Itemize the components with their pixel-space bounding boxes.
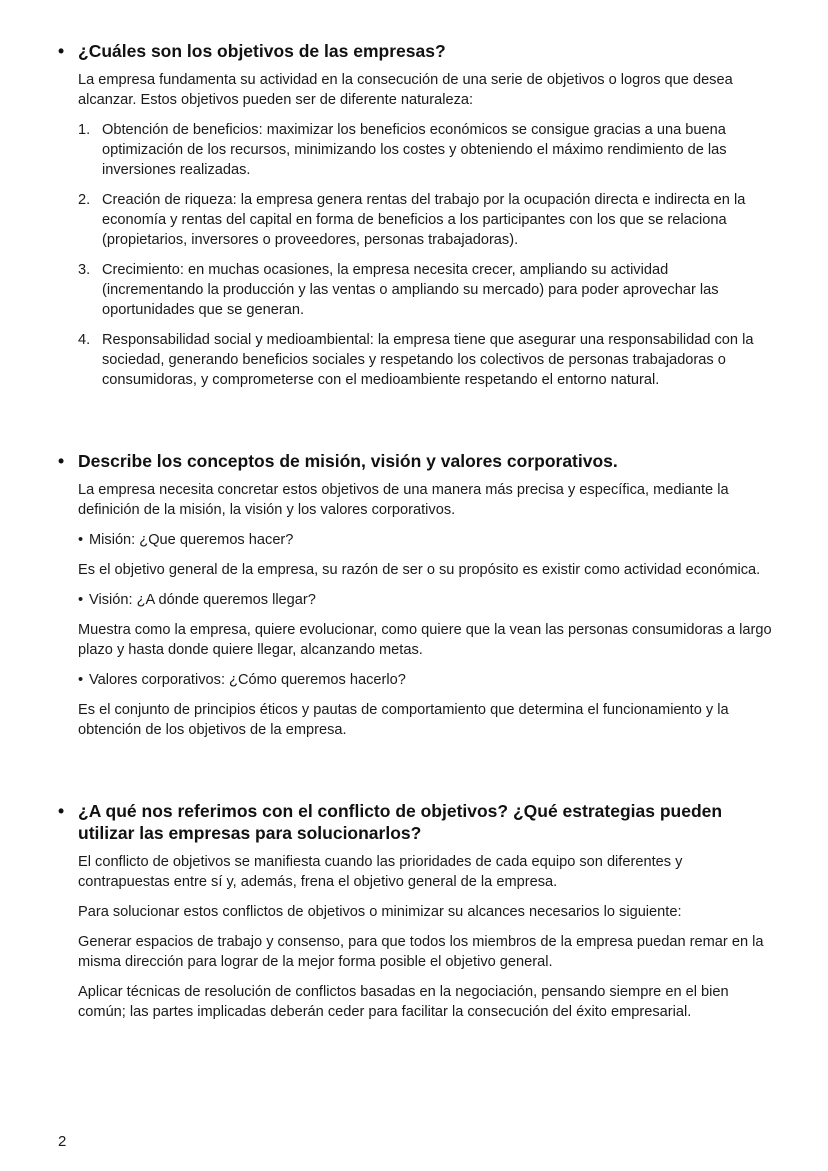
paragraph: Para solucionar estos conflictos de objetivos o minimizar su alcances necesarios lo siguiente: xyxy=(78,904,682,920)
list-item xyxy=(78,190,770,250)
list-item xyxy=(78,330,770,390)
page-number: 2 xyxy=(58,1133,67,1150)
heading-text: ¿Cuáles son los objetivos de las empresas? xyxy=(78,41,446,61)
list-number: 2. xyxy=(78,192,91,208)
paragraph: El conflicto de objetivos se manifiesta cuando las prioridades de cada equipo son diferentes y contrapuestas entre sí y, además, frena el objetivo general de la empresa. xyxy=(78,854,683,890)
list-item xyxy=(78,120,770,180)
paragraph: Generar espacios de trabajo y consenso, para que todos los miembros de la empresa puedan remar en la misma dirección para lograr de la mejor forma posible el objetivo general. xyxy=(78,934,764,970)
sub-item-mision xyxy=(78,530,769,550)
list-item-text: Crecimiento: en muchas ocasiones, la empresa necesita crecer, ampliando su actividad (incrementando la producción y las ventas o ampliando su mercado) para poder aprovechar las oportunidades que se generan. xyxy=(102,262,719,318)
sub-item-vision xyxy=(78,590,769,610)
heading-bullet: • xyxy=(58,801,65,821)
sub-bullet: • xyxy=(78,532,84,548)
section-objetivos xyxy=(0,40,828,400)
heading-text: ¿A qué nos referimos con el conflicto de objetivos? ¿Qué estrategias pueden utilizar las empresas para solucionarlos? xyxy=(78,801,723,843)
sub-description: Es el objetivo general de la empresa, su razón de ser o su propósito es existir como actividad económica. xyxy=(78,562,761,578)
heading-bullet: • xyxy=(58,451,65,471)
section-conflicto xyxy=(0,800,828,1022)
section-heading xyxy=(58,450,768,472)
heading-text: Describe los conceptos de misión, visión y valores corporativos. xyxy=(78,451,618,471)
list-number: 1. xyxy=(78,122,91,138)
sub-bullet: • xyxy=(78,592,84,608)
heading-bullet: • xyxy=(58,41,65,61)
list-item-text: Obtención de beneficios: maximizar los beneficios económicos se consigue gracias a una buena optimización de los recursos, minimizando los costes y obteniendo el máximo rendimiento de las inversiones realizadas. xyxy=(102,122,727,178)
sub-description: Es el conjunto de principios éticos y pautas de comportamiento que determina el funcionamiento y la obtención de los objetivos de la empresa. xyxy=(78,702,729,738)
sub-bullet: • xyxy=(78,672,84,688)
section-mision-vision xyxy=(0,450,828,740)
list-item-text: Responsabilidad social y medioambiental: la empresa tiene que asegurar una responsabilidad con la sociedad, generando beneficios sociales y respetando los colectivos de personas trabajadoras o consumidoras, y comprometerse con el medioambiente respetando el entorno natural. xyxy=(102,332,754,388)
intro-paragraph: La empresa fundamenta su actividad en la consecución de una serie de objetivos o logros que desea alcanzar. Estos objetivos pueden ser de diferente naturaleza: xyxy=(78,72,733,108)
sub-label: Misión: ¿Que queremos hacer? xyxy=(89,532,294,548)
intro-paragraph: La empresa necesita concretar estos objetivos de una manera más precisa y específica, mediante la definición de la misión, la visión y los valores corporativos. xyxy=(78,482,729,518)
sub-item-valores xyxy=(78,670,769,690)
sub-description: Muestra como la empresa, quiere evolucionar, como quiere que la vean las personas consumidoras a largo plazo y hasta donde quiere llegar, alcanzando metas. xyxy=(78,622,772,658)
section-heading xyxy=(58,800,768,844)
objectives-list xyxy=(0,120,828,390)
list-number: 3. xyxy=(78,262,91,278)
section-heading xyxy=(58,40,768,62)
paragraph: Aplicar técnicas de resolución de conflictos basadas en la negociación, pensando siempre en el bien común; las partes implicadas deberán ceder para facilitar la consecución del éxito empresarial. xyxy=(78,984,729,1020)
list-item xyxy=(78,260,770,320)
list-number: 4. xyxy=(78,332,91,348)
sub-label: Valores corporativos: ¿Cómo queremos hacerlo? xyxy=(89,672,406,688)
sub-label: Visión: ¿A dónde queremos llegar? xyxy=(89,592,316,608)
list-item-text: Creación de riqueza: la empresa genera rentas del trabajo por la ocupación directa e indirecta en la economía y rentas del capital en forma de beneficios a los participantes con los que se relaciona (propietarios, inversores o proveedores, personas trabajadoras). xyxy=(102,192,746,248)
